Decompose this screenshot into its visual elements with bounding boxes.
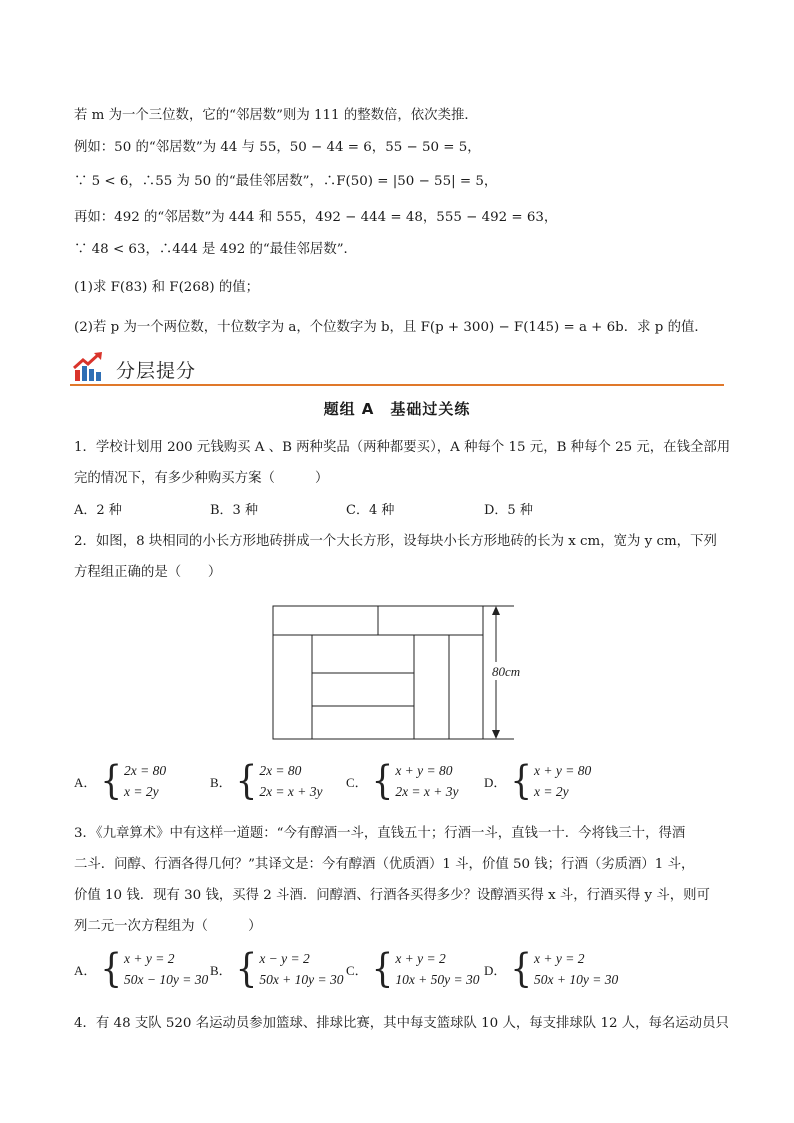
p4-line-1: 4．有 48 支队 520 名运动员参加篮球、排球比赛，其中每支篮球队 10 人，每支排球队 12 人，每名运动员只: [74, 1016, 729, 1031]
p2-option-b[interactable]: B． { 2x = 80 2x = x + 3y: [210, 758, 323, 804]
banner-rule: [70, 384, 724, 386]
intro-line-2: 例如：50 的“邻居数”为 44 与 55，50 − 44 = 6，55 − 50 = 5，: [74, 140, 481, 155]
group-title: 题组 A 基础过关练: [323, 400, 471, 418]
p3-line-1: 3．《九章算术》中有这样一道题：“今有醇酒一斗，直钱五十；行酒一斗，直钱一十．今将钱三十，得酒: [74, 826, 686, 841]
p3-option-b[interactable]: B． { x − y = 2 50x + 10y = 30: [210, 946, 344, 992]
chart-up-icon: [72, 350, 106, 382]
p1-line-2: 完的情况下，有多少种购买方案（ ）: [74, 471, 329, 486]
p1-option-d[interactable]: D．5 种: [484, 503, 533, 518]
intro-line-1: 若 m 为一个三位数，它的“邻居数”则为 111 的整数倍，依次类推．: [74, 108, 478, 123]
intro-line-3: ∵ 5 < 6，∴55 为 50 的“最佳邻居数”，∴F(50) = |50 − 55| = 5，: [74, 174, 498, 189]
dimension-label: 80cm: [492, 664, 521, 679]
p3-option-a[interactable]: A． { x + y = 2 50x − 10y = 30: [74, 946, 209, 992]
p2-option-d[interactable]: D． { x + y = 80 x = 2y: [484, 758, 592, 804]
intro-line-4: 再如：492 的“邻居数”为 444 和 555，492 − 444 = 48，555 − 492 = 63，: [74, 210, 558, 225]
p3-line-3: 价值 10 钱．现有 30 钱，买得 2 斗酒．问醇酒、行酒各买得多少？设醇酒买得 x 斗，行酒买得 y 斗，则可: [74, 888, 710, 903]
p1-line-1: 1．学校计划用 200 元钱购买 A 、B 两种奖品（两种都要买），A 种每个 15 元，B 种每个 25 元，在钱全部用: [74, 440, 731, 455]
p3-option-d[interactable]: D． { x + y = 2 50x + 10y = 30: [484, 946, 619, 992]
p3-line-2: 二斗．问醇、行酒各得几何？”其译文是：今有醇酒（优质酒）1 斗，价值 50 钱；行酒（劣质酒）1 斗，: [74, 857, 695, 872]
p2-option-c[interactable]: C． { x + y = 80 2x = x + 3y: [346, 758, 459, 804]
p1-option-a[interactable]: A．2 种: [74, 503, 122, 518]
question-1: (1)求 F(83) 和 F(268) 的值；: [74, 280, 260, 295]
p3-option-c[interactable]: C． { x + y = 2 10x + 50y = 30: [346, 946, 480, 992]
tile-figure: [266, 600, 536, 745]
question-2: (2)若 p 为一个两位数，十位数字为 a，个位数字为 b，且 F(p + 300) − F(145) = a + 6b．求 p 的值．: [74, 320, 708, 335]
banner-title: 分层提分: [116, 360, 197, 382]
arrow-down-icon: [492, 730, 500, 739]
p2-line-2: 方程组正确的是（ ）: [74, 565, 222, 580]
intro-line-5: ∵ 48 < 63，∴444 是 492 的“最佳邻居数”．: [74, 242, 357, 257]
p2-line-1: 2．如图，8 块相同的小长方形地砖拼成一个大长方形，设每块小长方形地砖的长为 x cm，宽为 y cm，下列: [74, 534, 717, 549]
p2-option-a[interactable]: A． { 2x = 80 x = 2y: [74, 758, 167, 804]
p1-option-b[interactable]: B．3 种: [210, 503, 258, 518]
section-banner: [70, 348, 724, 388]
p3-line-4: 列二元一次方程组为（ ）: [74, 919, 262, 934]
arrow-up-icon: [492, 606, 500, 615]
p1-option-c[interactable]: C．4 种: [346, 503, 395, 518]
